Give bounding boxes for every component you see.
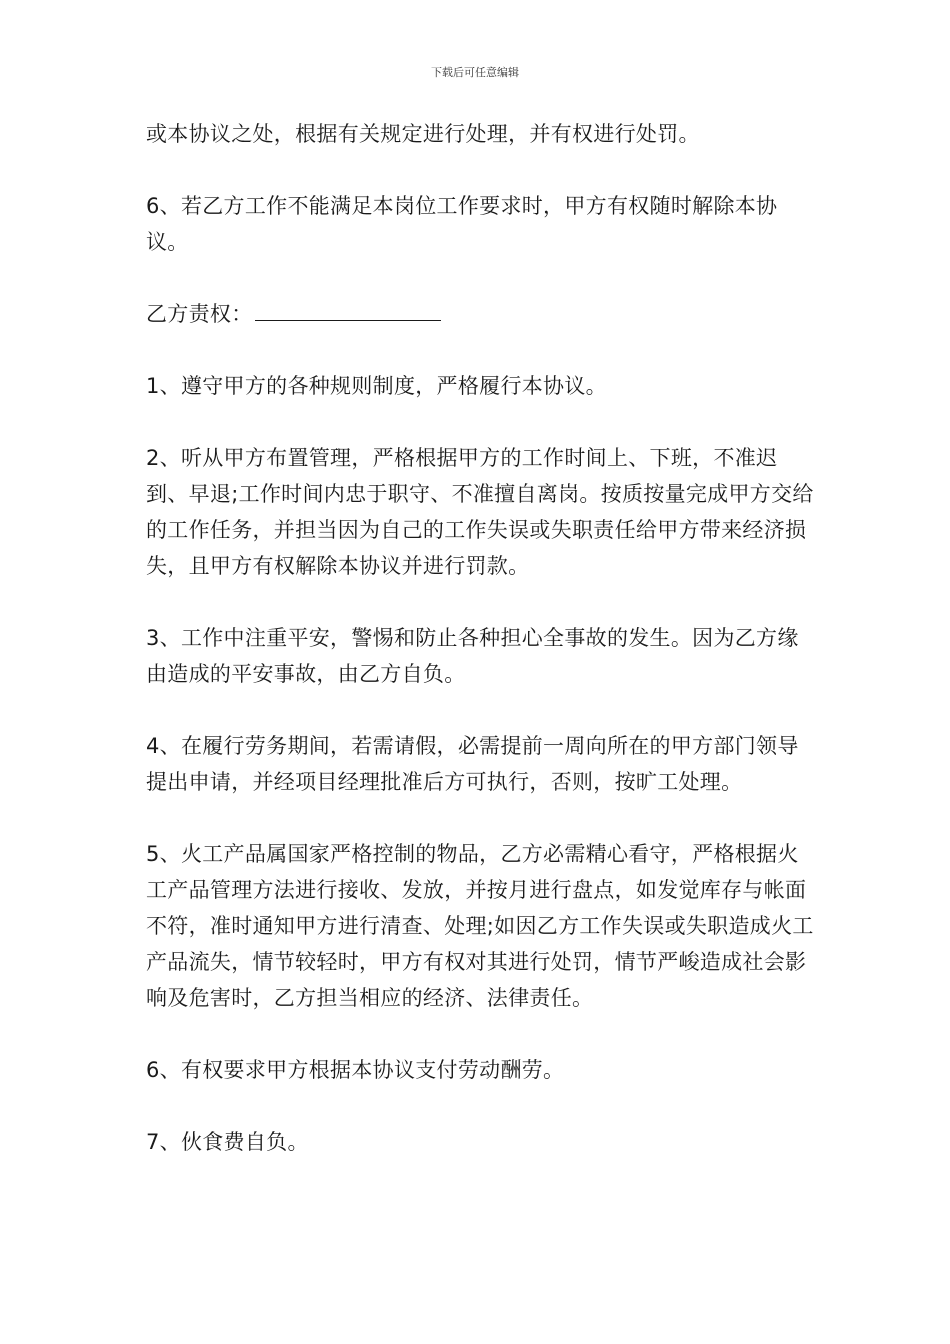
paragraph-clause-6-party-a: 6、若乙方工作不能满足本岗位工作要求时，甲方有权随时解除本协议。 <box>146 194 778 254</box>
party-b-rights-heading <box>146 296 816 332</box>
paragraph-continuation: 或本协议之处，根据有关规定进行处理，并有权进行处罚。 <box>146 122 700 146</box>
page-header: 下载后可任意编辑 <box>431 66 519 79</box>
paragraph-clause-3: 3、工作中注重平安，警惕和防止各种担心全事故的发生。因为乙方缘由造成的平安事故，由乙方自负。 <box>146 626 799 686</box>
paragraph-clause-6: 6、有权要求甲方根据本协议支付劳动酬劳。 <box>146 1058 565 1082</box>
paragraph-clause-5: 5、火工产品属国家严格控制的物品，乙方必需精心看守，严格根据火工产品管理方法进行接收、发放，并按月进行盘点，如发觉库存与帐面不符，准时通知甲方进行清查、处理;如因乙方工作失误或失职造成火工产品流失，情节较轻时，甲方有权对其进行处罚，情节严峻造成社会影响及危害时，乙方担当相应的经济、法律责任。 <box>146 842 814 1010</box>
party-b-rights-label: 乙方责权： <box>146 302 253 326</box>
document-body <box>146 116 816 1196</box>
fill-in-blank-line <box>255 300 441 321</box>
paragraph-clause-2: 2、听从甲方布置管理，严格根据甲方的工作时间上、下班，不准迟到、早退;工作时间内忠于职守、不准擅自离岗。按质按量完成甲方交给的工作任务，并担当因为自己的工作失误或失职责任给甲方带来经济损失，且甲方有权解除本协议并进行罚款。 <box>146 446 814 578</box>
paragraph-clause-7: 7、伙食费自负。 <box>146 1130 309 1154</box>
paragraph-clause-1: 1、遵守甲方的各种规则制度，严格履行本协议。 <box>146 374 607 398</box>
paragraph-clause-4: 4、在履行劳务期间，若需请假，必需提前一周向所在的甲方部门领导提出申请，并经项目经理批准后方可执行，否则，按旷工处理。 <box>146 734 799 794</box>
